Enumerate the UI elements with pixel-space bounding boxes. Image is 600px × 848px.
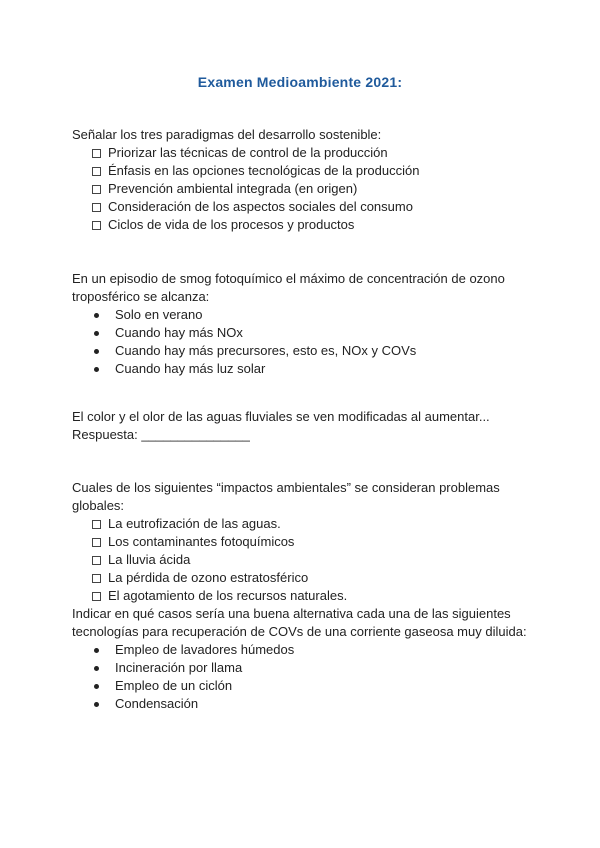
option-label: Cuando hay más NOx <box>115 325 243 340</box>
question-2-text: En un episodio de smog fotoquímico el máximo de concentración de ozono troposférico se alcanza: <box>72 271 505 304</box>
option-label: Solo en verano <box>115 307 203 322</box>
question-2 <box>72 270 532 378</box>
bullet-option <box>92 641 532 659</box>
answer-line: Respuesta: _______________ <box>72 427 250 442</box>
checkbox-icon[interactable] <box>92 185 101 194</box>
question-1-text: Señalar los tres paradigmas del desarrollo sostenible: <box>72 127 382 142</box>
checkbox-icon[interactable] <box>92 538 101 547</box>
question-4-text: Cuales de los siguientes “impactos ambientales” se consideran problemas globales: <box>72 480 500 513</box>
option-label: El agotamiento de los recursos naturales. <box>108 588 348 603</box>
checkbox-option[interactable] <box>92 198 532 216</box>
checkbox-icon[interactable] <box>92 574 101 583</box>
bullet-icon <box>94 666 99 671</box>
bullet-option <box>92 695 532 713</box>
checkbox-option[interactable] <box>92 144 532 162</box>
option-label: Cuando hay más luz solar <box>115 361 266 376</box>
checkbox-icon[interactable] <box>92 520 101 529</box>
question-5-options <box>72 641 532 713</box>
checkbox-icon[interactable] <box>92 592 101 601</box>
bullet-option <box>92 677 532 695</box>
bullet-option <box>92 659 532 677</box>
question-1-options <box>72 144 532 234</box>
bullet-icon <box>94 702 99 707</box>
question-1 <box>72 126 532 234</box>
option-label: Cuando hay más precursores, esto es, NOx y COVs <box>115 343 417 358</box>
checkbox-option[interactable] <box>92 533 532 551</box>
option-label: Priorizar las técnicas de control de la producción <box>108 145 388 160</box>
option-label: Condensación <box>115 696 199 711</box>
bullet-icon <box>94 349 99 354</box>
option-label: Énfasis en las opciones tecnológicas de la producción <box>108 163 420 178</box>
question-5-text: Indicar en qué casos sería una buena alternativa cada una de las siguientes tecnologías para recuperación de COVs de una corriente gaseosa muy diluida: <box>72 606 527 639</box>
bullet-icon <box>94 648 99 653</box>
checkbox-icon[interactable] <box>92 167 101 176</box>
checkbox-option[interactable] <box>92 569 532 587</box>
checkbox-option[interactable] <box>92 180 532 198</box>
checkbox-option[interactable] <box>92 551 532 569</box>
exam-title: Examen Medioambiente 2021: <box>197 74 403 90</box>
option-label: Incineración por llama <box>115 660 243 675</box>
bullet-icon <box>94 313 99 318</box>
question-4-options <box>72 515 532 605</box>
option-label: Empleo de un ciclón <box>115 678 233 693</box>
question-2-options <box>72 306 532 378</box>
bullet-icon <box>94 684 99 689</box>
checkbox-option[interactable] <box>92 587 532 605</box>
option-label: Consideración de los aspectos sociales del consumo <box>108 199 413 214</box>
option-label: La eutrofización de las aguas. <box>108 516 281 531</box>
option-label: Ciclos de vida de los procesos y productos <box>108 217 355 232</box>
bullet-icon <box>94 367 99 372</box>
option-label: Empleo de lavadores húmedos <box>115 642 295 657</box>
checkbox-option[interactable] <box>92 515 532 533</box>
checkbox-icon[interactable] <box>92 149 101 158</box>
question-4 <box>72 479 532 713</box>
checkbox-icon[interactable] <box>92 203 101 212</box>
bullet-option <box>92 360 532 378</box>
option-label: La lluvia ácida <box>108 552 191 567</box>
bullet-option <box>92 306 532 324</box>
option-label: Los contaminantes fotoquímicos <box>108 534 295 549</box>
checkbox-icon[interactable] <box>92 556 101 565</box>
bullet-option <box>92 324 532 342</box>
checkbox-option[interactable] <box>92 162 532 180</box>
bullet-option <box>92 342 532 360</box>
question-3 <box>72 408 532 444</box>
question-3-text: El color y el olor de las aguas fluviales se ven modificadas al aumentar... <box>72 409 490 424</box>
bullet-icon <box>94 331 99 336</box>
checkbox-icon[interactable] <box>92 221 101 230</box>
option-label: Prevención ambiental integrada (en origen) <box>108 181 358 196</box>
option-label: La pérdida de ozono estratosférico <box>108 570 309 585</box>
checkbox-option[interactable] <box>92 216 532 234</box>
